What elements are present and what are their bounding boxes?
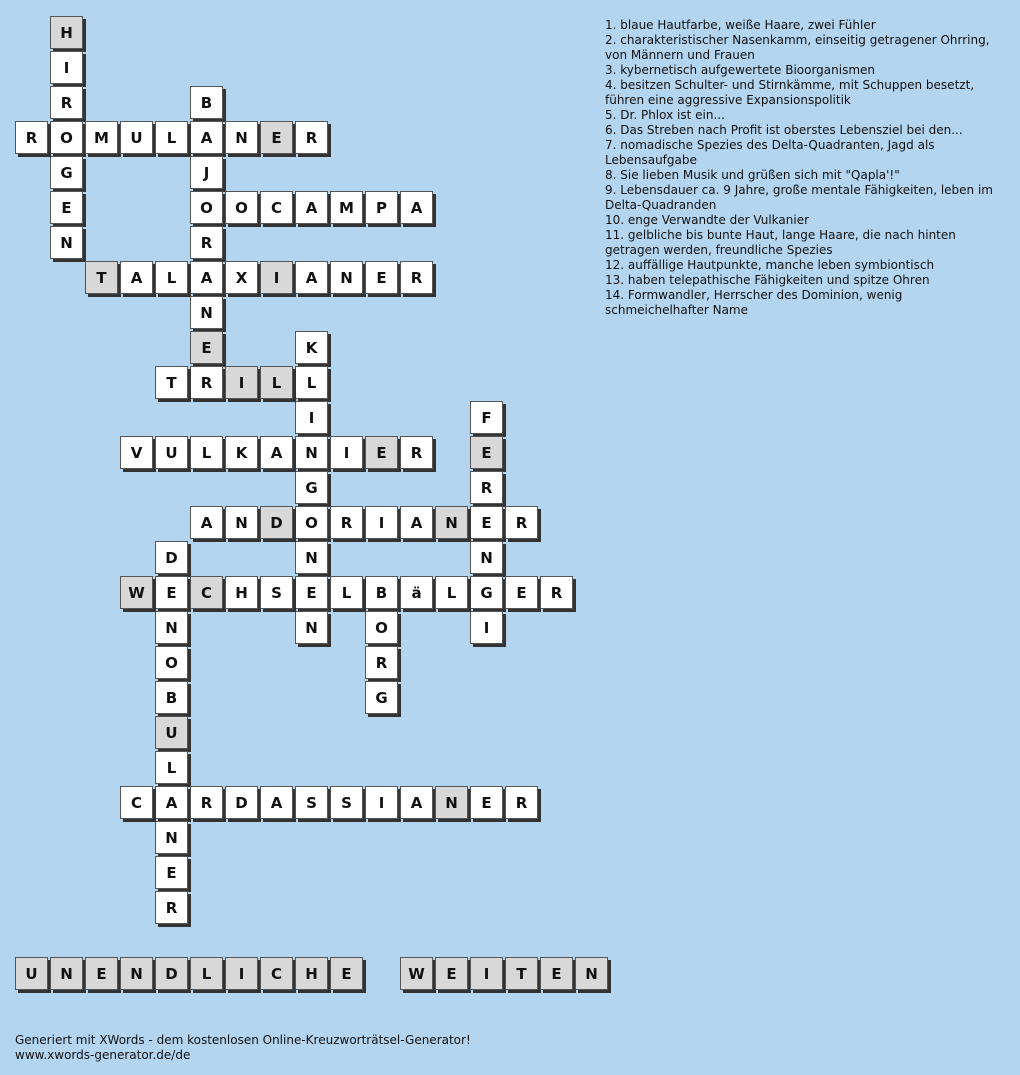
crossword-cell[interactable]: A bbox=[260, 786, 293, 819]
crossword-cell[interactable]: G bbox=[470, 576, 503, 609]
crossword-cell[interactable]: N bbox=[330, 261, 363, 294]
crossword-cell[interactable]: S bbox=[260, 576, 293, 609]
solution-cell[interactable]: N bbox=[120, 957, 153, 990]
crossword-cell[interactable]: E bbox=[295, 576, 328, 609]
clue-item: 11. gelbliche bis bunte Haut, lange Haare, die nach hinten getragen werden, freundliche Spezies bbox=[605, 228, 956, 257]
solution-cell[interactable]: E bbox=[435, 957, 468, 990]
crossword-cell[interactable]: B bbox=[155, 681, 188, 714]
crossword-cell[interactable]: J bbox=[190, 156, 223, 189]
crossword-cell[interactable]: N bbox=[225, 121, 258, 154]
crossword-cell[interactable]: A bbox=[190, 261, 223, 294]
crossword-cell[interactable]: I bbox=[50, 51, 83, 84]
clue-item: 14. Formwandler, Herrscher des Dominion, wenig schmeichelhafter Name bbox=[605, 288, 903, 317]
crossword-cell[interactable]: A bbox=[400, 191, 433, 224]
crossword-cell[interactable]: A bbox=[400, 506, 433, 539]
solution-cell[interactable]: U bbox=[15, 957, 48, 990]
clue-item: 4. besitzen Schulter- und Stirnkämme, mit Schuppen besetzt, führen eine aggressive Expansionspolitik bbox=[605, 78, 975, 107]
crossword-cell[interactable]: H bbox=[50, 16, 83, 49]
footer bbox=[15, 1033, 471, 1063]
crossword-cell[interactable]: G bbox=[295, 471, 328, 504]
crossword-cell[interactable]: L bbox=[260, 366, 293, 399]
crossword-cell[interactable]: O bbox=[365, 611, 398, 644]
clue-item: 13. haben telepathische Fähigkeiten und spitze Ohren bbox=[605, 273, 930, 287]
crossword-cell[interactable]: I bbox=[330, 436, 363, 469]
solution-cell[interactable]: C bbox=[260, 957, 293, 990]
crossword-cell[interactable]: B bbox=[190, 86, 223, 119]
crossword-cell[interactable]: N bbox=[225, 506, 258, 539]
solution-cell[interactable]: T bbox=[505, 957, 538, 990]
crossword-cell[interactable]: E bbox=[260, 121, 293, 154]
solution-cell[interactable]: E bbox=[85, 957, 118, 990]
crossword-cell[interactable]: N bbox=[295, 541, 328, 574]
crossword-cell[interactable]: E bbox=[505, 576, 538, 609]
clue-item: 10. enge Verwandte der Vulkanier bbox=[605, 213, 810, 227]
crossword-cell[interactable]: I bbox=[260, 261, 293, 294]
crossword-cell[interactable]: R bbox=[330, 506, 363, 539]
crossword-cell[interactable]: I bbox=[295, 401, 328, 434]
crossword-cell[interactable]: R bbox=[400, 261, 433, 294]
solution-cell[interactable]: I bbox=[470, 957, 503, 990]
crossword-cell[interactable]: T bbox=[85, 261, 118, 294]
crossword-cell[interactable]: R bbox=[540, 576, 573, 609]
crossword-cell[interactable]: A bbox=[120, 261, 153, 294]
crossword-cell[interactable]: S bbox=[330, 786, 363, 819]
crossword-cell[interactable]: R bbox=[505, 786, 538, 819]
crossword-cell[interactable]: N bbox=[295, 436, 328, 469]
clue-list bbox=[605, 18, 1005, 318]
crossword-cell[interactable]: R bbox=[505, 506, 538, 539]
crossword-cell[interactable]: R bbox=[190, 226, 223, 259]
solution-cell[interactable]: L bbox=[190, 957, 223, 990]
crossword-cell[interactable]: A bbox=[155, 786, 188, 819]
crossword-cell[interactable]: C bbox=[190, 576, 223, 609]
crossword-cell[interactable]: D bbox=[260, 506, 293, 539]
crossword-cell[interactable]: L bbox=[155, 261, 188, 294]
solution-cell[interactable]: N bbox=[50, 957, 83, 990]
crossword-cell[interactable]: D bbox=[155, 541, 188, 574]
solution-cell[interactable]: E bbox=[540, 957, 573, 990]
crossword-cell[interactable]: R bbox=[15, 121, 48, 154]
crossword-cell[interactable]: A bbox=[190, 121, 223, 154]
clue-item: 7. nomadische Spezies des Delta-Quadranten, Jagd als Lebensaufgabe bbox=[605, 138, 935, 167]
crossword-cell[interactable]: T bbox=[155, 366, 188, 399]
crossword-cell[interactable]: U bbox=[120, 121, 153, 154]
crossword-cell[interactable]: L bbox=[155, 751, 188, 784]
crossword-cell[interactable]: R bbox=[50, 86, 83, 119]
crossword-cell[interactable]: K bbox=[225, 436, 258, 469]
crossword-cell[interactable]: N bbox=[190, 296, 223, 329]
crossword-cell[interactable]: A bbox=[260, 436, 293, 469]
crossword-cell[interactable]: U bbox=[155, 716, 188, 749]
crossword-cell[interactable]: X bbox=[225, 261, 258, 294]
crossword-cell[interactable]: N bbox=[155, 821, 188, 854]
crossword-cell[interactable]: E bbox=[50, 191, 83, 224]
crossword-cell[interactable]: I bbox=[365, 506, 398, 539]
crossword-cell[interactable]: A bbox=[400, 786, 433, 819]
crossword-cell[interactable]: O bbox=[50, 121, 83, 154]
crossword-cell[interactable]: B bbox=[365, 576, 398, 609]
crossword-cell[interactable]: L bbox=[295, 366, 328, 399]
crossword-cell[interactable]: P bbox=[365, 191, 398, 224]
crossword-cell[interactable]: L bbox=[190, 436, 223, 469]
crossword-cell[interactable]: L bbox=[435, 576, 468, 609]
crossword-cell[interactable]: R bbox=[190, 786, 223, 819]
crossword-cell[interactable]: R bbox=[190, 366, 223, 399]
crossword-cell[interactable]: E bbox=[470, 506, 503, 539]
clue-item: 2. charakteristischer Nasenkamm, einseitig getragener Ohrring, von Männern und Frauen bbox=[605, 33, 990, 62]
crossword-cell[interactable]: A bbox=[295, 191, 328, 224]
crossword-cell[interactable]: R bbox=[155, 891, 188, 924]
crossword-cell[interactable]: E bbox=[155, 576, 188, 609]
crossword-cell[interactable]: C bbox=[120, 786, 153, 819]
solution-cell[interactable]: H bbox=[295, 957, 328, 990]
crossword-cell[interactable]: R bbox=[295, 121, 328, 154]
crossword-cell[interactable]: G bbox=[50, 156, 83, 189]
crossword-cell[interactable]: M bbox=[330, 191, 363, 224]
crossword-cell[interactable]: E bbox=[190, 331, 223, 364]
crossword-cell[interactable]: K bbox=[295, 331, 328, 364]
crossword-cell[interactable]: O bbox=[190, 191, 223, 224]
clue-item: 5. Dr. Phlox ist ein... bbox=[605, 108, 725, 122]
solution-cell[interactable]: W bbox=[400, 957, 433, 990]
crossword-cell[interactable]: I bbox=[470, 611, 503, 644]
crossword-cell[interactable]: I bbox=[225, 366, 258, 399]
generator-link[interactable]: www.xwords-generator.de/de bbox=[15, 1048, 191, 1062]
crossword-cell[interactable]: N bbox=[470, 541, 503, 574]
crossword-cell[interactable]: E bbox=[470, 786, 503, 819]
solution-cell[interactable]: D bbox=[155, 957, 188, 990]
crossword-cell[interactable]: W bbox=[120, 576, 153, 609]
crossword-cell[interactable]: V bbox=[120, 436, 153, 469]
crossword-cell[interactable]: N bbox=[50, 226, 83, 259]
crossword-cell[interactable]: E bbox=[365, 261, 398, 294]
clue-item: 3. kybernetisch aufgewertete Bioorganismen bbox=[605, 63, 876, 77]
crossword-cell[interactable]: L bbox=[155, 121, 188, 154]
solution-cell[interactable]: I bbox=[225, 957, 258, 990]
crossword-cell[interactable]: N bbox=[435, 506, 468, 539]
crossword-cell[interactable]: N bbox=[295, 611, 328, 644]
crossword-cell[interactable]: E bbox=[470, 436, 503, 469]
crossword-cell[interactable]: A bbox=[190, 506, 223, 539]
crossword-cell[interactable]: R bbox=[365, 646, 398, 679]
crossword-cell[interactable]: S bbox=[295, 786, 328, 819]
solution-cell[interactable]: E bbox=[330, 957, 363, 990]
crossword-cell[interactable]: E bbox=[155, 856, 188, 889]
crossword-cell[interactable]: D bbox=[225, 786, 258, 819]
clue-item: 1. blaue Hautfarbe, weiße Haare, zwei Fühler bbox=[605, 18, 876, 32]
crossword-cell[interactable]: C bbox=[260, 191, 293, 224]
crossword-cell[interactable]: O bbox=[155, 646, 188, 679]
clue-item: 8. Sie lieben Musik und grüßen sich mit "Qapla'!" bbox=[605, 168, 900, 182]
crossword-cell[interactable]: L bbox=[330, 576, 363, 609]
crossword-cell[interactable]: A bbox=[295, 261, 328, 294]
crossword-cell[interactable]: O bbox=[225, 191, 258, 224]
crossword-cell[interactable]: F bbox=[470, 401, 503, 434]
crossword-cell[interactable]: H bbox=[225, 576, 258, 609]
solution-cell[interactable]: N bbox=[575, 957, 608, 990]
clue-item: 9. Lebensdauer ca. 9 Jahre, große mentale Fähigkeiten, leben im Delta-Quadranden bbox=[605, 183, 993, 212]
crossword-cell[interactable]: G bbox=[365, 681, 398, 714]
crossword-cell[interactable]: ä bbox=[400, 576, 433, 609]
clue-item: 12. auffällige Hautpunkte, manche leben symbiontisch bbox=[605, 258, 935, 272]
crossword-cell[interactable]: N bbox=[435, 786, 468, 819]
crossword-cell[interactable]: R bbox=[470, 471, 503, 504]
crossword-cell[interactable]: M bbox=[85, 121, 118, 154]
crossword-cell[interactable]: O bbox=[295, 506, 328, 539]
crossword-cell[interactable]: E bbox=[365, 436, 398, 469]
crossword-cell[interactable]: U bbox=[155, 436, 188, 469]
clue-item: 6. Das Streben nach Profit ist oberstes Lebensziel bei den... bbox=[605, 123, 963, 137]
crossword-cell[interactable]: I bbox=[365, 786, 398, 819]
crossword-cell[interactable]: N bbox=[155, 611, 188, 644]
crossword-cell[interactable]: R bbox=[400, 436, 433, 469]
generator-credit: Generiert mit XWords - dem kostenlosen Online-Kreuzworträtsel-Generator! bbox=[15, 1033, 471, 1047]
